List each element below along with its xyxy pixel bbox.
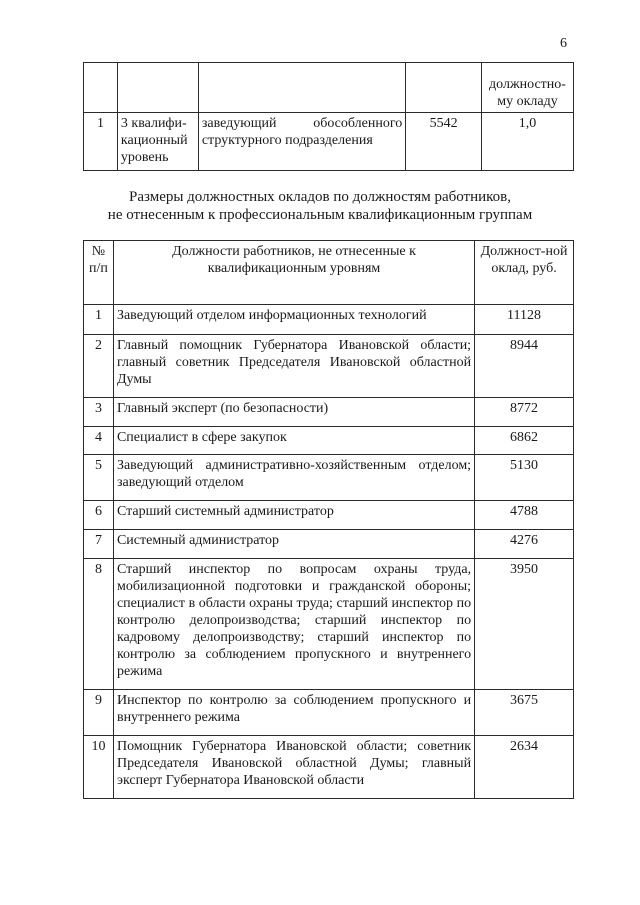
col-header-salary: Должност-ной оклад, руб.	[475, 241, 574, 305]
salary-value: 6862	[475, 427, 574, 455]
row-number: 9	[84, 690, 114, 736]
table-header-row	[84, 241, 574, 305]
row-number: 10	[84, 736, 114, 799]
table-row	[84, 305, 574, 335]
table-row	[84, 501, 574, 530]
row-number: 7	[84, 530, 114, 559]
salary-value: 2634	[475, 736, 574, 799]
position-name: Заведующий административно-хозяйственным отделом; заведующий отделом	[113, 455, 474, 501]
section-title	[0, 188, 640, 224]
qualification-level: 3 квалифи-кационный уровень	[117, 113, 198, 171]
row-number: 1	[84, 113, 118, 171]
position-name: Старший системный администратор	[113, 501, 474, 530]
table-row	[84, 736, 574, 799]
salary-value: 8772	[475, 398, 574, 427]
position-name: Главный эксперт (по безопасности)	[113, 398, 474, 427]
table-row	[84, 63, 574, 113]
salary-value: 11128	[475, 305, 574, 335]
page-number: 6	[560, 36, 567, 51]
table-cell	[117, 63, 198, 113]
row-number: 1	[84, 305, 114, 335]
position-name: Главный помощник Губернатора Ивановской области; главный советник Председателя Ивановской областной Думы	[113, 335, 474, 398]
salary-value: 5130	[475, 455, 574, 501]
position-name: Старший инспектор по вопросам охраны труда, мобилизационной подготовки и гражданской обороны; специалист в области охраны труда; старший инспектор по контролю делопроизводства; старший инспектор по кадровому делопроизводству; старший инспектор по контролю за соблюдением пропускного и внутреннего режима	[113, 559, 474, 690]
row-number: 6	[84, 501, 114, 530]
position-name: заведующий обособленного структурного подразделения	[198, 113, 405, 171]
col-header-num: № п/п	[84, 241, 114, 305]
position-name: Помощник Губернатора Ивановской области; советник Председателя Ивановской областной Думы; главный эксперт Губернатора Ивановской области	[113, 736, 474, 799]
qualification-table	[83, 62, 574, 171]
salary-value: 4788	[475, 501, 574, 530]
table-row	[84, 335, 574, 398]
coefficient-header: должностно-му окладу	[482, 63, 574, 113]
col-header-position: Должности работников, не отнесенные к квалификационным уровням	[113, 241, 474, 305]
table-row	[84, 427, 574, 455]
salary-value: 8944	[475, 335, 574, 398]
table-cell	[84, 63, 118, 113]
coefficient-value: 1,0	[482, 113, 574, 171]
row-number: 3	[84, 398, 114, 427]
salary-value: 5542	[406, 113, 482, 171]
position-name: Специалист в сфере закупок	[113, 427, 474, 455]
section-title-line2: не отнесенным к профессиональным квалификационным группам	[107, 207, 533, 223]
table-row	[84, 113, 574, 171]
row-number: 5	[84, 455, 114, 501]
section-title-line1: Размеры должностных окладов по должностям работников,	[128, 189, 512, 205]
table-row	[84, 559, 574, 690]
row-number: 8	[84, 559, 114, 690]
table-row	[84, 530, 574, 559]
salary-table	[83, 240, 574, 799]
table-row	[84, 455, 574, 501]
salary-value: 3950	[475, 559, 574, 690]
row-number: 4	[84, 427, 114, 455]
table-row	[84, 690, 574, 736]
position-name: Заведующий отделом информационных технологий	[113, 305, 474, 335]
position-name: Инспектор по контролю за соблюдением пропускного и внутреннего режима	[113, 690, 474, 736]
row-number: 2	[84, 335, 114, 398]
table-cell	[198, 63, 405, 113]
table-cell	[406, 63, 482, 113]
salary-value: 4276	[475, 530, 574, 559]
table-row	[84, 398, 574, 427]
salary-value: 3675	[475, 690, 574, 736]
position-name: Системный администратор	[113, 530, 474, 559]
